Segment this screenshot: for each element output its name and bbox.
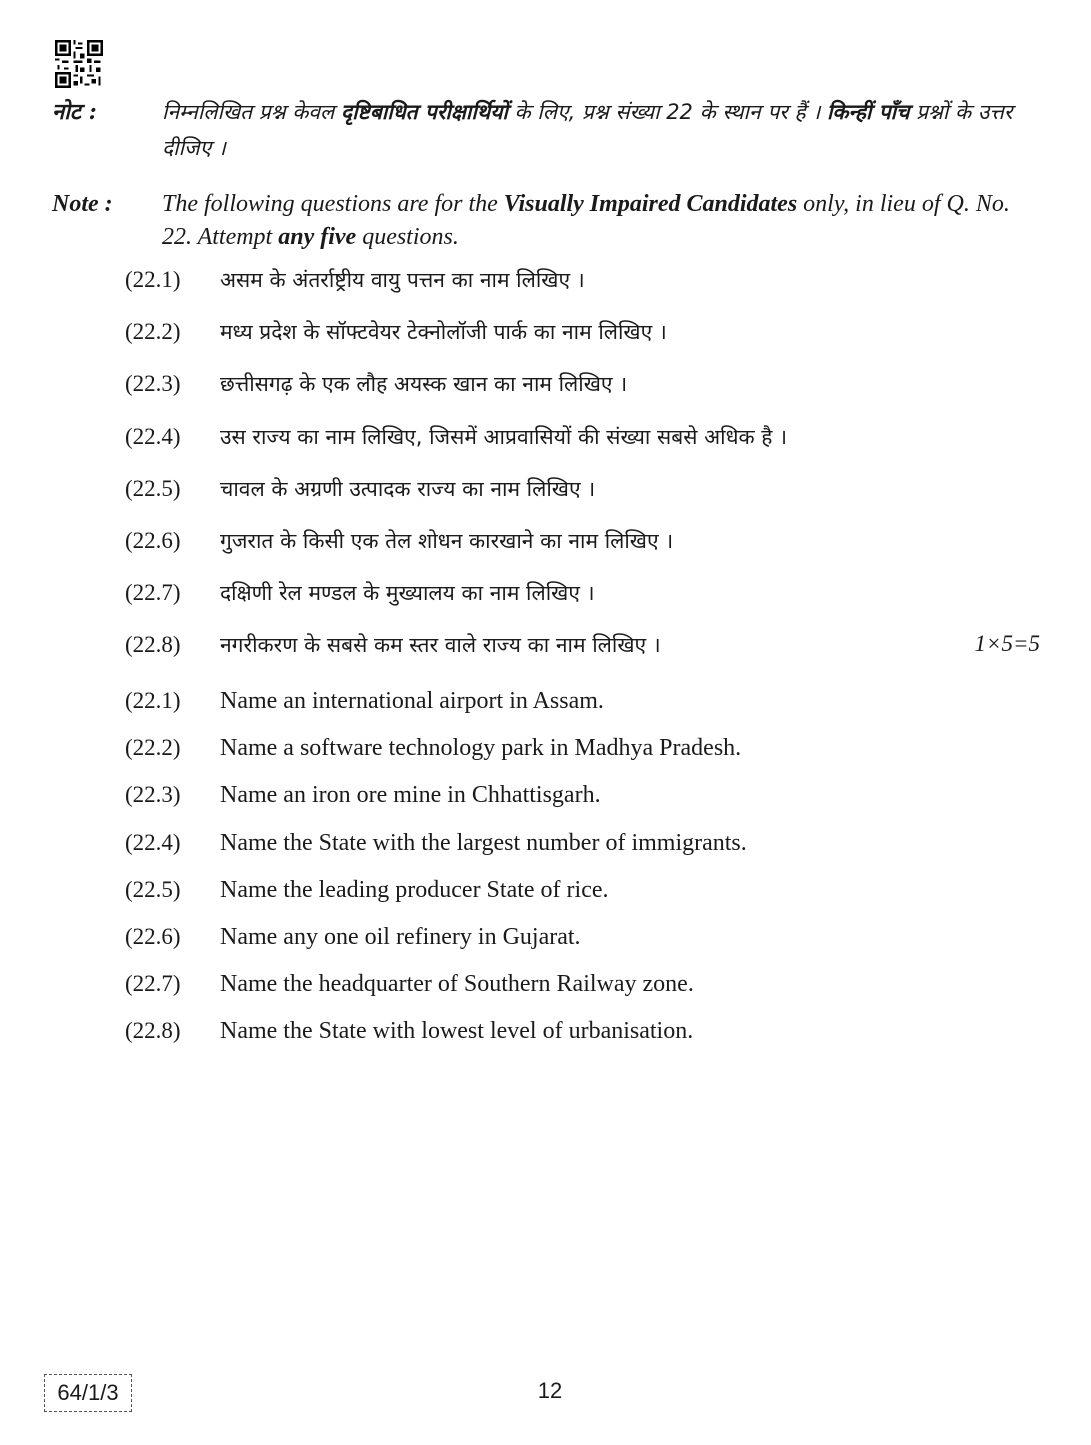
page-number: 12 <box>537 1378 563 1403</box>
list-item <box>125 971 1040 1018</box>
question-number: (22.2) <box>125 735 181 761</box>
question-number: (22.8) <box>125 1018 181 1044</box>
hindi-note-text-part1: निम्नलिखित प्रश्न केवल <box>162 100 341 124</box>
question-number: (22.7) <box>125 971 181 997</box>
english-question-list <box>125 688 1040 1066</box>
question-text: मध्य प्रदेश के सॉफ्टवेयर टेक्नोलॉजी पार्क का नाम लिखिए । <box>220 320 667 345</box>
english-note-label: Note : <box>52 191 113 217</box>
question-text: चावल के अग्रणी उत्पादक राज्य का नाम लिखिए । <box>220 476 596 501</box>
question-number: (22.7) <box>125 580 181 606</box>
list-item <box>125 527 1040 579</box>
list-item <box>125 782 1040 829</box>
question-text: Name the State with the largest number of immigrants. <box>220 829 747 856</box>
question-text: गुजरात के किसी एक तेल शोधन कारखाने का नाम लिखिए । <box>220 528 674 553</box>
list-item <box>125 423 1040 475</box>
english-note-bold2: any five <box>278 224 357 250</box>
english-note <box>52 188 1042 254</box>
hindi-note-text <box>162 94 1042 166</box>
question-text: उस राज्य का नाम लिखिए, जिसमें आप्रवासियों की संख्या सबसे अधिक है । <box>220 424 788 449</box>
list-item <box>125 1018 1040 1065</box>
english-note-text <box>162 188 1042 254</box>
qr-code-icon <box>55 40 103 88</box>
question-number: (22.5) <box>125 876 181 902</box>
list-item <box>125 475 1040 527</box>
question-number: (22.2) <box>125 319 181 345</box>
question-number: (22.4) <box>125 829 181 855</box>
question-number: (22.4) <box>125 423 181 449</box>
english-note-text-part1: The following questions are for the <box>162 191 504 217</box>
list-item <box>125 830 1040 877</box>
question-text: Name an international airport in Assam. <box>220 688 604 714</box>
list-item <box>125 688 1040 735</box>
question-text: Name the headquarter of Southern Railway zone. <box>220 971 694 998</box>
question-number: (22.3) <box>125 782 181 808</box>
list-item <box>125 318 1040 370</box>
question-text: Name the leading producer State of rice. <box>220 876 609 903</box>
hindi-note-bold2: किन्हीं पाँच <box>826 100 910 124</box>
question-number: (22.1) <box>125 267 181 292</box>
question-text: असम के अंतर्राष्ट्रीय वायु पत्तन का नाम लिखिए । <box>220 268 585 292</box>
question-number: (22.8) <box>125 632 181 658</box>
paper-code: 64/1/3 <box>44 1374 132 1412</box>
hindi-note-text-part3: प्रश्नों के उत्तर दीजिए । <box>162 100 1013 160</box>
question-text: Name any one oil refinery in Gujarat. <box>220 923 581 950</box>
list-item <box>125 735 1040 782</box>
list-item <box>125 266 1040 318</box>
marks-allocation: 1×5=5 <box>974 631 1040 657</box>
list-item <box>125 924 1040 971</box>
list-item <box>125 877 1040 924</box>
question-number: (22.6) <box>125 923 181 949</box>
question-text: नगरीकरण के सबसे कम स्तर वाले राज्य का नाम लिखिए । <box>220 633 661 658</box>
question-text: Name an iron ore mine in Chhattisgarh. <box>220 782 601 809</box>
question-text: Name a software technology park in Madhya Pradesh. <box>220 735 742 762</box>
question-number: (22.5) <box>125 475 181 501</box>
question-text: Name the State with lowest level of urbanisation. <box>220 1018 694 1045</box>
question-number: (22.6) <box>125 527 181 553</box>
english-note-text-part2: only, in lieu of Q. No. 22. Attempt <box>162 191 1010 250</box>
english-note-bold1: Visually Impaired Candidates <box>503 191 798 217</box>
question-number: (22.1) <box>125 688 181 713</box>
list-item <box>125 579 1040 631</box>
question-text: छत्तीसगढ़ के एक लौह अयस्क खान का नाम लिखिए । <box>220 372 628 397</box>
question-number: (22.3) <box>125 371 181 397</box>
hindi-note-bold1: दृष्टिबाधित परीक्षार्थियों <box>340 100 508 124</box>
list-item <box>125 370 1040 422</box>
list-item <box>125 631 1040 683</box>
question-text: दक्षिणी रेल मण्डल के मुख्यालय का नाम लिखिए । <box>220 581 595 606</box>
hindi-note <box>52 94 1042 166</box>
hindi-question-list <box>125 266 1040 684</box>
hindi-note-text-part2: के लिए, प्रश्न संख्या 22 के स्थान पर हैं । <box>507 100 827 124</box>
hindi-note-label: नोट : <box>52 99 97 125</box>
english-note-text-part3: questions. <box>356 224 459 250</box>
